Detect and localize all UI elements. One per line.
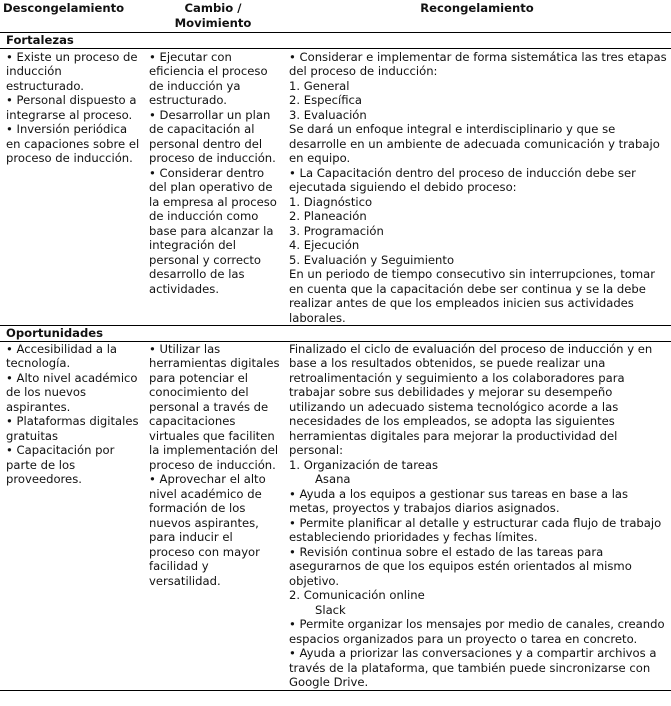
list-item: • Permite organizar los mensajes por medio de canales, creando espacios organizados para un proyecto o tarea en concreto. xyxy=(289,617,665,646)
list-item: • Desarrollar un plan de capacitación al personal dentro del proceso de inducción. xyxy=(149,107,276,165)
list-item: • Ayuda a los equipos a gestionar sus tareas en base a las metas, proyectos y trabajos diarios asignados. xyxy=(289,486,629,515)
section-title-oportunidades: Oportunidades xyxy=(6,326,104,340)
fortalezas-cambio-cell xyxy=(143,48,283,326)
list-item: • Considerar e implementar de forma sistemática las tres etapas del proceso de inducción: xyxy=(289,49,667,78)
header-row xyxy=(0,0,671,33)
fortalezas-descongelamiento-cell xyxy=(0,48,143,326)
list-item: 3. Programación xyxy=(289,223,384,238)
list-item: • Capacitación por parte de los proveedores. xyxy=(6,443,115,486)
list-item: 2. Comunicación online xyxy=(289,588,425,602)
list-item: • Existe un proceso de inducción estructurado. xyxy=(6,49,138,93)
header-cambio-movimiento: Cambio / Movimiento xyxy=(143,0,283,33)
list-item: Finalizado el ciclo de evaluación del proceso de inducción y en base a los resultados obtenidos, se puede realizar una retroalimentación y seguimiento a los colaboradores para trabajar sobre sus debilidades y mejorar su desempeño utilizando un adecuado sistema tecnológico acorde a las necesidades de los empleados, se adopta las siguientes herramientas digitales para mejorar la productividad del personal: xyxy=(289,341,653,457)
list-item: Se dará un enfoque integral e interdisciplinario y que se desarrolle en un ambiente de adecuada comunicación y trabajo en equipo. xyxy=(289,122,660,165)
fortalezas-recongelamiento-cell xyxy=(283,48,671,326)
list-item: • La Capacitación dentro del proceso de inducción debe ser ejecutada siguiendo el debido proceso: xyxy=(289,165,636,194)
list-item: • Inversión periódica en capaciones sobre el proceso de inducción. xyxy=(6,122,140,165)
list-item: • Considerar dentro del plan operativo de la empresa al proceso de inducción como base para alcanzar la integración del personal y correcto desarrollo de las actividades. xyxy=(149,165,277,296)
list-item: • Personal dispuesto a integrarse al proceso. xyxy=(6,93,137,122)
list-item: • Alto nivel académico de los nuevos aspirantes. xyxy=(6,370,138,414)
oportunidades-row xyxy=(0,341,671,690)
list-item: • Permite planificar al detalle y estructurar cada flujo de trabajo estableciendo prioridades y fechas límites. xyxy=(289,515,662,544)
tool-name-slack: Slack xyxy=(315,602,346,617)
oportunidades-recongelamiento-cell xyxy=(283,341,671,690)
section-fortalezas-row xyxy=(0,33,671,49)
list-item: • Plataformas digitales gratuitas xyxy=(6,414,139,443)
list-item: 1. Diagnóstico xyxy=(289,194,373,209)
oportunidades-descongelamiento-cell xyxy=(0,341,143,690)
list-item: 1. General xyxy=(289,78,350,93)
list-item: • Ayuda a priorizar las conversaciones y a compartir archivos a través de la plataforma, que también puede sincronizarse con Google Drive. xyxy=(289,646,657,689)
section-title-fortalezas: Fortalezas xyxy=(6,33,74,47)
list-item: • Utilizar las herramientas digitales para potenciar el conocimiento del personal a través de capacitaciones virtuales que faciliten la implementación del proceso de inducción. xyxy=(149,341,280,472)
header-recongelamiento: Recongelamiento xyxy=(283,0,671,33)
list-item: 2. Específica xyxy=(289,93,362,107)
list-item: En un periodo de tiempo consecutivo sin interrupciones, tomar en cuenta que la capacitación debe ser continua y se la debe realizar antes de que los empleados inicien sus actividades laborales. xyxy=(289,267,656,325)
list-item: • Aprovechar el alto nivel académico de formación de los nuevos aspirantes, para inducir el proceso con mayor facilidad y versatilidad. xyxy=(149,472,266,588)
list-item: • Accesibilidad a la tecnología. xyxy=(6,341,118,370)
list-item: • Ejecutar con eficiencia el proceso de inducción ya estructurado. xyxy=(149,49,268,107)
list-item: 4. Ejecución xyxy=(289,238,360,252)
oportunidades-cambio-cell xyxy=(143,341,283,690)
list-item: 1. Organización de tareas xyxy=(289,457,438,472)
section-oportunidades-row xyxy=(0,326,671,342)
fortalezas-row xyxy=(0,48,671,326)
list-item: 5. Evaluación y Seguimiento xyxy=(289,252,455,267)
list-item: 2. Planeación xyxy=(289,209,367,223)
header-descongelamiento: Descongelamiento xyxy=(0,0,143,33)
list-item: 3. Evaluación xyxy=(289,107,367,122)
list-item: • Revisión continua sobre el estado de las tareas para asegurarnos de que los equipos estén orientados al mismo objetivo. xyxy=(289,544,632,588)
tool-name-asana: Asana xyxy=(315,472,351,486)
